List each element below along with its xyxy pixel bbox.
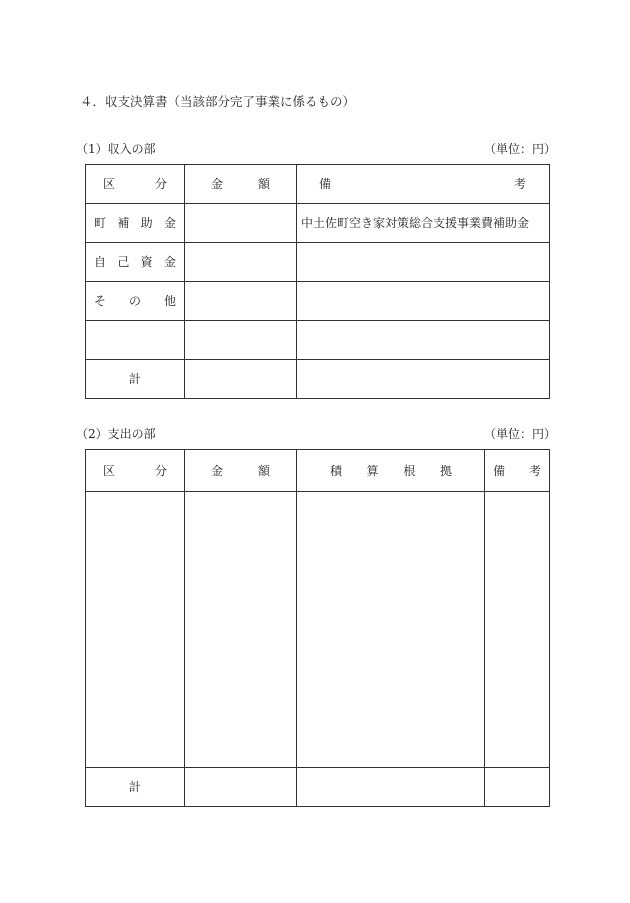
income-table bbox=[85, 164, 550, 399]
expense-body-kingaku bbox=[185, 492, 297, 768]
income-row-label: 町 補 助 金 bbox=[86, 204, 185, 243]
expense-total-amount bbox=[185, 768, 297, 807]
income-row bbox=[86, 204, 550, 243]
income-header-biko: 備 考 bbox=[297, 165, 550, 204]
income-row-amount bbox=[185, 204, 297, 243]
income-heading: （1）収入の部 bbox=[76, 142, 156, 156]
income-row-amount bbox=[185, 243, 297, 282]
income-header-kingaku: 金 額 bbox=[185, 165, 297, 204]
income-row bbox=[86, 243, 550, 282]
income-row bbox=[86, 282, 550, 321]
expense-body-row bbox=[86, 492, 550, 768]
section-title: ４．収支決算書（当該部分完了事業に係るもの） bbox=[80, 94, 356, 109]
income-header-row bbox=[86, 165, 550, 204]
expense-body-sekisan bbox=[297, 492, 485, 768]
expense-total-biko bbox=[485, 768, 550, 807]
income-row-label: そ の 他 bbox=[86, 282, 185, 321]
expense-total-label: 計 bbox=[86, 768, 185, 807]
expense-body-kubun bbox=[86, 492, 185, 768]
expense-header-biko: 備 考 bbox=[485, 450, 550, 492]
income-row-amount bbox=[185, 321, 297, 360]
income-row-note bbox=[297, 243, 550, 282]
income-total-amount bbox=[185, 360, 297, 399]
expense-header-sekisan: 積 算 根 拠 bbox=[297, 450, 485, 492]
income-row-label bbox=[86, 321, 185, 360]
expense-table bbox=[85, 449, 550, 807]
income-row-note: 中土佐町空き家対策総合支援事業費補助金 bbox=[297, 204, 550, 243]
income-row-label: 自 己 資 金 bbox=[86, 243, 185, 282]
expense-total-sekisan bbox=[297, 768, 485, 807]
expense-heading: （2）支出の部 bbox=[76, 427, 156, 441]
expense-unit: （単位：円） bbox=[484, 427, 557, 441]
income-row bbox=[86, 321, 550, 360]
expense-total-row bbox=[86, 768, 550, 807]
income-row-amount bbox=[185, 282, 297, 321]
income-header-kubun: 区 分 bbox=[86, 165, 185, 204]
expense-header-kubun: 区 分 bbox=[86, 450, 185, 492]
income-total-row bbox=[86, 360, 550, 399]
expense-header-row bbox=[86, 450, 550, 492]
expense-header-kingaku: 金 額 bbox=[185, 450, 297, 492]
expense-body-biko bbox=[485, 492, 550, 768]
income-total-label: 計 bbox=[86, 360, 185, 399]
income-total-note bbox=[297, 360, 550, 399]
income-row-note bbox=[297, 282, 550, 321]
income-row-note bbox=[297, 321, 550, 360]
income-unit: （単位：円） bbox=[484, 142, 557, 156]
